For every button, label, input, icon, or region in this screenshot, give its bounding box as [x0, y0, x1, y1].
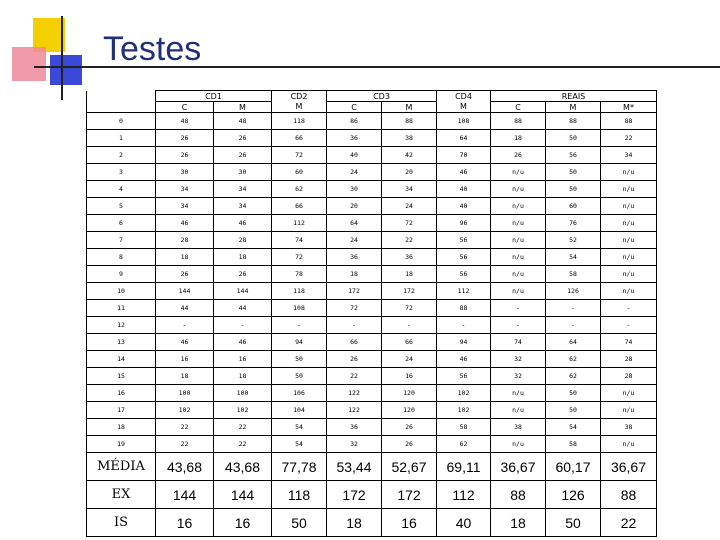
table-cell: n/u [491, 266, 546, 283]
table-cell: n/u [601, 385, 657, 402]
table-cell: 118 [272, 283, 327, 300]
summary-cell: 18 [491, 509, 546, 537]
table-cell: n/u [491, 402, 546, 419]
table-cell: - [272, 317, 327, 334]
table-cell: - [327, 317, 382, 334]
table-cell: 144 [156, 283, 214, 300]
table-cell: 22 [601, 130, 657, 147]
table-cell: 32 [491, 368, 546, 385]
table-cell: - [546, 317, 601, 334]
table-cell: 56 [437, 249, 491, 266]
summary-cell: 43,68 [214, 453, 272, 481]
table-cell: 46 [437, 164, 491, 181]
table-cell: 56 [437, 266, 491, 283]
row-label: 8 [87, 249, 156, 266]
table-cell: 72 [382, 300, 437, 317]
table-row [87, 113, 657, 130]
table-cell: 88 [601, 113, 657, 130]
summary-cell: 40 [437, 509, 491, 537]
summary-label: EX [87, 481, 156, 509]
row-label: 18 [87, 419, 156, 436]
table-cell: 52 [546, 232, 601, 249]
table-cell: 76 [546, 215, 601, 232]
table-cell: 102 [214, 402, 272, 419]
table-cell: 34 [156, 181, 214, 198]
decorative-pink-square [12, 47, 46, 81]
table-row [87, 334, 657, 351]
table-cell: n/u [601, 198, 657, 215]
table-cell: n/u [601, 402, 657, 419]
row-label: 10 [87, 283, 156, 300]
subheader-row [87, 102, 657, 113]
table-cell: 102 [437, 402, 491, 419]
table-cell: 34 [382, 181, 437, 198]
row-label: 19 [87, 436, 156, 453]
row-label: 7 [87, 232, 156, 249]
table-cell: 50 [546, 402, 601, 419]
table-cell: 34 [214, 181, 272, 198]
table-cell: 58 [546, 266, 601, 283]
table-cell: 100 [214, 385, 272, 402]
table-cell: 38 [382, 130, 437, 147]
table-row [87, 249, 657, 266]
table-row [87, 317, 657, 334]
table-cell: 26 [327, 351, 382, 368]
table-row [87, 147, 657, 164]
table-cell: 60 [546, 198, 601, 215]
table-cell: 44 [156, 300, 214, 317]
table-cell: 46 [437, 351, 491, 368]
summary-cell: 126 [546, 481, 601, 509]
table-cell: 46 [214, 215, 272, 232]
subheader-cell: M [437, 102, 491, 113]
subheader-cell: M [214, 102, 272, 113]
table-cell: 122 [327, 385, 382, 402]
table-cell: 66 [327, 334, 382, 351]
row-label: 0 [87, 113, 156, 130]
table-cell: 20 [382, 164, 437, 181]
table-cell: 42 [382, 147, 437, 164]
table-cell: 46 [214, 334, 272, 351]
table-cell: 18 [327, 266, 382, 283]
table-cell: 70 [437, 147, 491, 164]
table-cell: 108 [437, 113, 491, 130]
subheader-cell: C [156, 102, 214, 113]
group-header-cd2: CD2 [272, 91, 327, 102]
table-cell: 24 [382, 198, 437, 215]
table-cell: 96 [437, 215, 491, 232]
summary-row [87, 481, 657, 509]
table-cell: 26 [214, 266, 272, 283]
table-cell: 104 [272, 402, 327, 419]
summary-cell: 36,67 [601, 453, 657, 481]
subheader-cell: M* [601, 102, 657, 113]
summary-cell: 36,67 [491, 453, 546, 481]
summary-cell: 16 [156, 509, 214, 537]
table-cell: 22 [327, 368, 382, 385]
subheader-cell: M [272, 102, 327, 113]
table-cell: 16 [214, 351, 272, 368]
table-cell: 26 [156, 130, 214, 147]
table-cell: 120 [382, 385, 437, 402]
table-cell: 44 [214, 300, 272, 317]
table-cell: 50 [272, 368, 327, 385]
table-cell: 122 [327, 402, 382, 419]
table-cell: 120 [382, 402, 437, 419]
table-cell: n/u [491, 283, 546, 300]
table-cell: - [156, 317, 214, 334]
table-cell: 126 [546, 283, 601, 300]
row-label: 11 [87, 300, 156, 317]
table-cell: 40 [437, 198, 491, 215]
table-cell: 66 [272, 130, 327, 147]
summary-cell: 88 [491, 481, 546, 509]
table-cell: 36 [327, 130, 382, 147]
table-cell: 102 [437, 385, 491, 402]
subheader-cell: C [327, 102, 382, 113]
table-cell: 26 [382, 436, 437, 453]
table-cell: - [382, 317, 437, 334]
table-cell: - [214, 317, 272, 334]
table-row [87, 266, 657, 283]
table-cell: n/u [601, 215, 657, 232]
summary-cell: 77,78 [272, 453, 327, 481]
summary-row [87, 509, 657, 537]
table-cell: 54 [546, 249, 601, 266]
table-cell: 26 [214, 130, 272, 147]
table-cell: 36 [327, 249, 382, 266]
table-cell: 22 [214, 419, 272, 436]
table-cell: 34 [601, 147, 657, 164]
summary-cell: 52,67 [382, 453, 437, 481]
decorative-vertical-line [61, 16, 63, 100]
table-cell: 58 [437, 419, 491, 436]
table-cell: 88 [382, 113, 437, 130]
table-cell: 46 [156, 215, 214, 232]
row-label: 15 [87, 368, 156, 385]
group-header-cd3: CD3 [327, 91, 437, 102]
table-cell: 18 [382, 266, 437, 283]
table-cell: 88 [437, 300, 491, 317]
table-cell: 144 [214, 283, 272, 300]
table-cell: n/u [601, 266, 657, 283]
row-label: 14 [87, 351, 156, 368]
table-row [87, 181, 657, 198]
table-cell: 74 [601, 334, 657, 351]
table-cell: 30 [214, 164, 272, 181]
table-cell: 34 [214, 198, 272, 215]
table-cell: 172 [327, 283, 382, 300]
summary-cell: 16 [214, 509, 272, 537]
table-cell: 30 [327, 181, 382, 198]
table-cell: 88 [491, 113, 546, 130]
table-cell: - [437, 317, 491, 334]
table-cell: 16 [156, 351, 214, 368]
summary-cell: 144 [156, 481, 214, 509]
table-cell: - [546, 300, 601, 317]
table-cell: 18 [156, 249, 214, 266]
table-cell: - [491, 317, 546, 334]
table-cell: 108 [272, 300, 327, 317]
table-cell: 46 [156, 334, 214, 351]
table-cell: 26 [156, 147, 214, 164]
table-row [87, 402, 657, 419]
subheader-cell: M [546, 102, 601, 113]
table-cell: 50 [546, 130, 601, 147]
table-cell: 50 [272, 351, 327, 368]
table-row [87, 385, 657, 402]
table-cell: 72 [327, 300, 382, 317]
table-cell: 94 [437, 334, 491, 351]
table-cell: n/u [491, 181, 546, 198]
row-label: 17 [87, 402, 156, 419]
table-cell: n/u [601, 249, 657, 266]
summary-cell: 22 [601, 509, 657, 537]
table-cell: n/u [491, 232, 546, 249]
subheader-cell: M [382, 102, 437, 113]
table-cell: 18 [156, 368, 214, 385]
table-row [87, 300, 657, 317]
table-cell: 34 [156, 198, 214, 215]
summary-cell: 112 [437, 481, 491, 509]
table-cell: 32 [327, 436, 382, 453]
group-header-cd1: CD1 [156, 91, 272, 102]
table-cell: n/u [601, 164, 657, 181]
table-cell: 102 [156, 402, 214, 419]
table-cell: 20 [327, 198, 382, 215]
summary-cell: 144 [214, 481, 272, 509]
summary-row [87, 453, 657, 481]
row-label: 9 [87, 266, 156, 283]
table-cell: 78 [272, 266, 327, 283]
summary-cell: 88 [601, 481, 657, 509]
table-cell: 62 [546, 351, 601, 368]
table-cell: 40 [327, 147, 382, 164]
table-cell: 72 [272, 249, 327, 266]
row-label: 5 [87, 198, 156, 215]
table-cell: 18 [491, 130, 546, 147]
row-label: 1 [87, 130, 156, 147]
table-cell: n/u [491, 198, 546, 215]
summary-label: IS [87, 509, 156, 537]
summary-cell: 172 [382, 481, 437, 509]
summary-label: MÉDIA [87, 453, 156, 481]
table-cell: 172 [382, 283, 437, 300]
table-cell: 50 [546, 385, 601, 402]
table-cell: 56 [546, 147, 601, 164]
table-cell: 28 [214, 232, 272, 249]
table-cell: 60 [272, 164, 327, 181]
summary-cell: 69,11 [437, 453, 491, 481]
group-header-reais: REAIS [491, 91, 657, 102]
table-cell: - [491, 300, 546, 317]
table-cell: 24 [327, 232, 382, 249]
table-cell: 18 [214, 249, 272, 266]
table-row [87, 215, 657, 232]
table-cell: 36 [382, 249, 437, 266]
table-cell: 32 [491, 351, 546, 368]
table-cell: 50 [546, 181, 601, 198]
table-cell: 58 [546, 436, 601, 453]
table-cell: n/u [601, 181, 657, 198]
results-table [86, 90, 657, 537]
table-cell: 26 [214, 147, 272, 164]
table-cell: 94 [272, 334, 327, 351]
table-cell: 62 [546, 368, 601, 385]
table-cell: 118 [272, 113, 327, 130]
table-cell: 30 [156, 164, 214, 181]
table-cell: 64 [546, 334, 601, 351]
table-cell: 74 [272, 232, 327, 249]
row-label: 2 [87, 147, 156, 164]
row-label: 4 [87, 181, 156, 198]
group-header-row [87, 91, 657, 102]
row-label: 3 [87, 164, 156, 181]
table-cell: n/u [491, 385, 546, 402]
row-label: 13 [87, 334, 156, 351]
table-cell: - [601, 300, 657, 317]
table-cell: 28 [156, 232, 214, 249]
summary-cell: 53,44 [327, 453, 382, 481]
table-cell: 50 [546, 164, 601, 181]
table-cell: 22 [214, 436, 272, 453]
table-row [87, 198, 657, 215]
table-cell: 112 [437, 283, 491, 300]
table-cell: 66 [382, 334, 437, 351]
table-cell: 24 [382, 351, 437, 368]
table-cell: 64 [437, 130, 491, 147]
table-cell: 56 [437, 232, 491, 249]
table-cell: 54 [546, 419, 601, 436]
table-cell: 74 [491, 334, 546, 351]
row-label: 12 [87, 317, 156, 334]
table-row [87, 232, 657, 249]
table-cell: 54 [272, 436, 327, 453]
table-cell: 26 [382, 419, 437, 436]
table-row [87, 130, 657, 147]
table-cell: 72 [272, 147, 327, 164]
table-cell: 22 [382, 232, 437, 249]
group-header-cd4: CD4 [437, 91, 491, 102]
table-cell: 22 [156, 419, 214, 436]
table-row [87, 164, 657, 181]
table-cell: 66 [272, 198, 327, 215]
table-cell: 26 [491, 147, 546, 164]
summary-cell: 118 [272, 481, 327, 509]
table-cell: n/u [601, 436, 657, 453]
slide-title: Testes [103, 30, 202, 68]
table-cell: 48 [214, 113, 272, 130]
table-cell: - [601, 317, 657, 334]
table-cell: 28 [601, 368, 657, 385]
table-cell: 62 [437, 436, 491, 453]
table-row [87, 283, 657, 300]
table-cell: 40 [437, 181, 491, 198]
table-cell: 22 [156, 436, 214, 453]
table-cell: n/u [491, 436, 546, 453]
table-cell: 36 [327, 419, 382, 436]
table-cell: 64 [327, 215, 382, 232]
table-cell: 16 [382, 368, 437, 385]
table-row [87, 419, 657, 436]
table-cell: 18 [214, 368, 272, 385]
summary-cell: 50 [272, 509, 327, 537]
decorative-blue-square [50, 55, 82, 85]
header-corner [87, 91, 156, 102]
summary-cell: 172 [327, 481, 382, 509]
summary-cell: 18 [327, 509, 382, 537]
table-cell: 28 [601, 351, 657, 368]
table-cell: n/u [491, 164, 546, 181]
table-row [87, 436, 657, 453]
table-cell: 56 [437, 368, 491, 385]
subheader-corner [87, 102, 156, 113]
table-cell: 112 [272, 215, 327, 232]
table-cell: 100 [156, 385, 214, 402]
summary-cell: 50 [546, 509, 601, 537]
table-cell: 48 [156, 113, 214, 130]
summary-cell: 60,17 [546, 453, 601, 481]
table-row [87, 368, 657, 385]
table-cell: n/u [601, 283, 657, 300]
table-cell: 54 [272, 419, 327, 436]
row-label: 16 [87, 385, 156, 402]
table-cell: 88 [546, 113, 601, 130]
summary-cell: 43,68 [156, 453, 214, 481]
table-cell: 38 [491, 419, 546, 436]
table-cell: 106 [272, 385, 327, 402]
table-cell: 26 [156, 266, 214, 283]
summary-cell: 16 [382, 509, 437, 537]
table-cell: n/u [491, 249, 546, 266]
table-cell: 38 [601, 419, 657, 436]
table-cell: 86 [327, 113, 382, 130]
subheader-cell: C [491, 102, 546, 113]
table-cell: n/u [491, 215, 546, 232]
table-cell: 72 [382, 215, 437, 232]
table-cell: 24 [327, 164, 382, 181]
table-cell: n/u [601, 232, 657, 249]
table-cell: 62 [272, 181, 327, 198]
table-row [87, 351, 657, 368]
row-label: 6 [87, 215, 156, 232]
